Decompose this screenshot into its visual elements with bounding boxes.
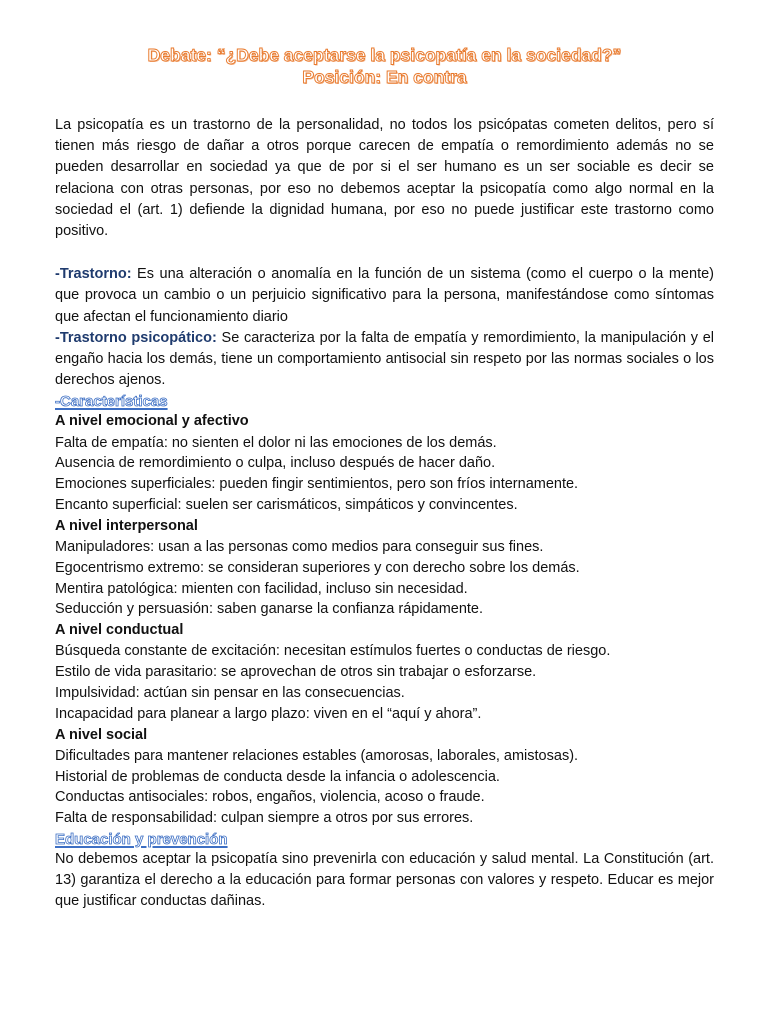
- section-heading-educacion: Educación y prevención: [55, 831, 228, 848]
- definition-term-psicopatico: -Trastorno psicopático:: [55, 329, 217, 346]
- group-title: A nivel interpersonal: [55, 517, 198, 534]
- list-item: Incapacidad para planear a largo plazo: viven en el “aquí y ahora”.: [55, 705, 482, 722]
- section-heading-caracteristicas: -Características: [55, 393, 168, 411]
- list-item: Dificultades para mantener relaciones estables (amorosas, laborales, amistosas).: [55, 747, 579, 764]
- educacion-paragraph: No debemos aceptar la psicopatía sino prevenirla con educación y salud mental. La Constitución (art. 13) garantiza el derecho a la educación para formar personas con valores y respeto. Educar es mejor que justificar conductas dañinas.: [55, 851, 714, 910]
- list-item: Egocentrismo extremo: se consideran superiores y con derecho sobre los demás.: [55, 559, 580, 576]
- document-title: [55, 44, 714, 88]
- title-line-debate: Debate: “¿Debe aceptarse la psicopatía en la sociedad?”: [147, 45, 622, 65]
- group-title: A nivel emocional y afectivo: [55, 413, 249, 430]
- definition-text-psicopatico: Se caracteriza por la falta de empatía y remordimiento, la manipulación y el engaño hacia los demás, tiene un comportamiento antisocial sin respeto por las normas sociales o los derechos ajenos.: [55, 329, 714, 389]
- list-item: Encanto superficial: suelen ser carismáticos, simpáticos y convincentes.: [55, 497, 518, 514]
- list-item: Mentira patológica: mienten con facilidad, incluso sin necesidad.: [55, 580, 468, 597]
- group-title: A nivel social: [55, 726, 148, 743]
- title-line-position: Posición: En contra: [302, 67, 467, 87]
- caracteristicas-list: [55, 411, 714, 829]
- definition-text-trastorno: Es una alteración o anomalía en la función de un sistema (como el cuerpo o la mente) que provoca un cambio o un perjuicio significativo para la persona, manifestándose como síntomas que afectan el funcionamiento diario: [55, 266, 714, 325]
- list-item: Conductas antisociales: robos, engaños, violencia, acoso o fraude.: [55, 789, 485, 806]
- definition-term-trastorno: -Trastorno:: [55, 266, 132, 283]
- definition-trastorno: [55, 264, 714, 328]
- educacion-heading-wrap: [55, 830, 714, 849]
- list-item: Búsqueda constante de excitación: necesitan estímulos fuertes o conductas de riesgo.: [55, 643, 611, 660]
- list-item: Ausencia de remordimiento o culpa, incluso después de hacer daño.: [55, 455, 496, 472]
- list-item: Historial de problemas de conducta desde la infancia o adolescencia.: [55, 768, 500, 785]
- list-item: Estilo de vida parasitario: se aprovechan de otros sin trabajar o esforzarse.: [55, 664, 537, 681]
- list-item: Manipuladores: usan a las personas como medios para conseguir sus fines.: [55, 539, 544, 556]
- intro-paragraph: La psicopatía es un trastorno de la personalidad, no todos los psicópatas cometen delitos, pero sí tienen más riesgo de dañar a otros porque carecen de empatía o remordimiento además no se pueden desarrollar en sociedad ya que de por si el ser humano es un ser sociable es decir se relaciona con otras personas, por eso no debemos aceptar la psicopatía como algo normal en la sociedad el (art. 1) defiende la dignidad humana, por eso no puede justificar este trastorno como positivo.: [55, 117, 714, 240]
- definitions-block: [55, 264, 714, 391]
- caracteristicas-heading-wrap: [55, 392, 714, 411]
- list-item: Impulsividad: actúan sin pensar en las consecuencias.: [55, 685, 405, 702]
- list-item: Seducción y persuasión: saben ganarse la confianza rápidamente.: [55, 601, 484, 618]
- list-item: Emociones superficiales: pueden fingir sentimientos, pero son fríos internamente.: [55, 476, 579, 493]
- document-page: [55, 44, 714, 913]
- group-title: A nivel conductual: [55, 622, 184, 639]
- list-item: Falta de responsabilidad: culpan siempre a otros por sus errores.: [55, 810, 474, 827]
- definition-psicopatico: [55, 328, 714, 392]
- list-item: Falta de empatía: no sienten el dolor ni las emociones de los demás.: [55, 434, 497, 451]
